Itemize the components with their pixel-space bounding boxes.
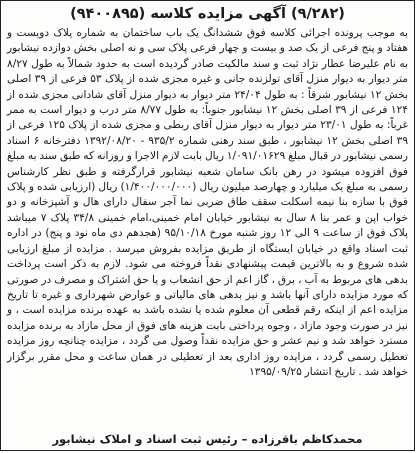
notice-body: به موجب پرونده اجرائی کلاسه فوق ششدانگ یک باب ساختمان به شماره پلاک دویست و هفتاد و پنج فرعی از یک صد و بیست و چهار فرعی پلاک سی و نه اصلی بخش دوازده نیشابور به نام علیرضا عطار نژاد ثبت و سند مالکیت صادر گردیده است به حدود شمالاً به طول ۸/۲۷ متر دیوار به دیوار منزل آقای تولزنده جانی و غیره مجزی شده از پلاک ۵۳ فرعی از ۳۹ اصلی بخش ۱۲ نیشابور شرقاً : به طول ۲۴/۰۴ متر دیوار به دیوار منزل آقای شادانی مجزی شده از ۱۲۴ فرعی از ۳۹ اصلی بخش ۱۲ نیشابور جنوباً: به طول ۸/۷۷ متر درب و دیوار است به ممر غرباً: به طول ۲۳/۰۱ متر دیوار به دیوار منزل آقای ربطی و مجزی شده از پلاک ۱۲۵ فرعی از ۳۹ اصلی بخش ۱۲ نیشابور ، طبق سند رهنی شماره ۹۳۵/۲ - ۱۳۹۲/۰۸/۲۰ دفترخانه ۶ اسناد رسمی نیشابور در قبال مبلغ ۱/۰۹۱/۰۱۶۲۹ ریال بابت لازم الاجرا و روزانه که طبق سند به مبلغ فوق افزوده میشود در رهن بانک سامان شعبه نیشابور قرارگرفته و طبق نظر کارشناس رسمی به مبلغ یک میلیارد و چهارصد میلیون ریال (۱/۴۰۰/۰۰۰/۰۰۰) ریال (ارزیابی شده و پلاک فوق با سازه بنا نیمه اسکلت سقف طاق ضربی نما آجر سفال دارای هال و آشپزخانه و دو خواب اپن و عمر بنا ۸ سال به نیشابور خیابان امام خمینی،امام خمینی ۳۴/۸ پلاک ۷ میباشد پلاک فوق از ساعت ۹ الی ۱۲ روز شنبه مورخ ۹۵/۱۰/۱۸ (هجدهم دی ماه نود و پنج) در اداره ثبت اسناد واقع در خیابان ایستگاه از طریق مزایده بفروش میرسد . مزایده از مبلغ ارزیابی شده شروع و به بالاترین قیمت پیشنهادی نقداً فروخته می شود. لازم به ذکر است پرداخت بدهی های مربوط به آب ، برق ، گاز اعم از حق انشعاب و یا حق اشتراک و مصرف در صورتی که مورد مزایده دارای آنها باشد و نیز بدهی های مالیاتی و عوارض شهرداری و غیره تا تاریخ مزایده اعم از اینکه رقم قطعی آن معلوم شده یا نشده باشد به عهده برنده مزایده است ، و نیز در صورت وجود مازاد ، وجوه پرداختی بابت هزینه های فوق از محل مازاد به برنده مزایده مسترد خواهد شد و نیم عشر و حق مزایده نقداً وصول می گردد ، مزایده چنانچه روز مزایده تعطیل رسمی گردد ، مزایده روز اداری بعد از تعطیلی در همان ساعت و محل مقرر برگزار خواهد شد . تاریخ انتشار ۱۳۹۵/۰۹/۲۵ — [7, 27, 409, 378]
notice-title: (۹/۲۸۲) آگهی مزایده کلاسه (۹۴۰۰۸۹۵) — [70, 6, 345, 22]
notice-signature: محمدکاظم باقرزاده – رئیس ثبت اسناد و املاک نیشابور — [52, 432, 363, 446]
